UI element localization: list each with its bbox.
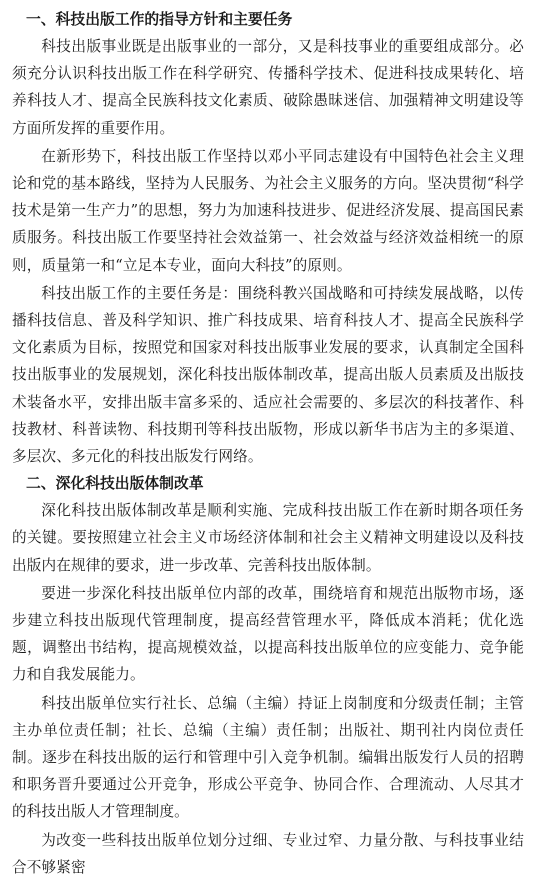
section-1-paragraph-2: 在新形势下，科技出版工作坚持以邓小平同志建设有中国特色社会主义理论和党的基本路线，坚持为人民服务、为社会主义服务的方向。坚决贯彻“科学技术是第一生产力”的思想，努力为加速科技进步、促进经济发展、提高国民素质服务。科技出版工作要坚持社会效益第一、社会效益与经济效益相统一的原则，质量第一和“立足本专业，面向大科技”的原则。	[12, 147, 524, 274]
section-2-paragraph-4: 为改变一些科技出版单位划分过细、专业过窄、力量分散、与科技事业结合不够紧密	[12, 831, 524, 876]
section-1-paragraph-3: 科技出版工作的主要任务是：围绕科教兴国战略和可持续发展战略，以传播科技信息、普及科学知识、推广科技成果、培育科技人才、提高全民族科学文化素质为目标，按照党和国家对科技出版事业发展的要求，认真制定全国科技出版事业的发展规划，深化科技出版体制改革，提高出版人员素质及出版技术装备水平，安排出版丰富多采的、适应社会需要的、多层次的科技著作、科技教材、科普读物、科技期刊等科技出版物，形成以新华书店为主的多渠道、多层次、多元化的科技出版发行网络。	[12, 284, 524, 466]
section-1-heading: 一、科技出版工作的指导方针和主要任务	[26, 11, 293, 28]
section-2-heading: 二、深化科技出版体制改革	[26, 475, 204, 493]
section-2-paragraph-1: 深化科技出版体制改革是顺利实施、完成科技出版工作在新时期各项任务的关键。要按照建立社会主义市场经济体制和社会主义精神文明建设以及科技出版内在规律的要求，进一步改革、完善科技出版体制。	[12, 502, 524, 574]
section-2-paragraph-3: 科技出版单位实行社长、总编（主编）持证上岗制度和分级责任制；主管主办单位责任制；社长、总编（主编）责任制；出版社、期刊社内岗位责任制。逐步在科技出版的运行和管理中引入竞争机制。编辑出版发行人员的招聘和职务晋升要通过公开竞争，形成公平竞争、协同合作、合理流动、人尽其才的科技出版人才管理制度。	[12, 694, 524, 821]
section-2-paragraph-2: 要进一步深化科技出版单位内部的改革，围绕培育和规范出版物市场，逐步建立科技出版现代管理制度，提高经营管理水平，降低成本消耗；优化选题，调整出书结构，提高规模效益，以提高科技出版单位的应变能力、竞争能力和自我发展能力。	[12, 584, 524, 684]
section-1-paragraph-1: 科技出版事业既是出版事业的一部分，又是科技事业的重要组成部分。必须充分认识科技出版工作在科学研究、传播科学技术、促进科技成果转化、培养科技人才、提高全民族科技文化素质、破除愚昧迷信、加强精神文明建设等方面所发挥的重要作用。	[12, 38, 524, 137]
